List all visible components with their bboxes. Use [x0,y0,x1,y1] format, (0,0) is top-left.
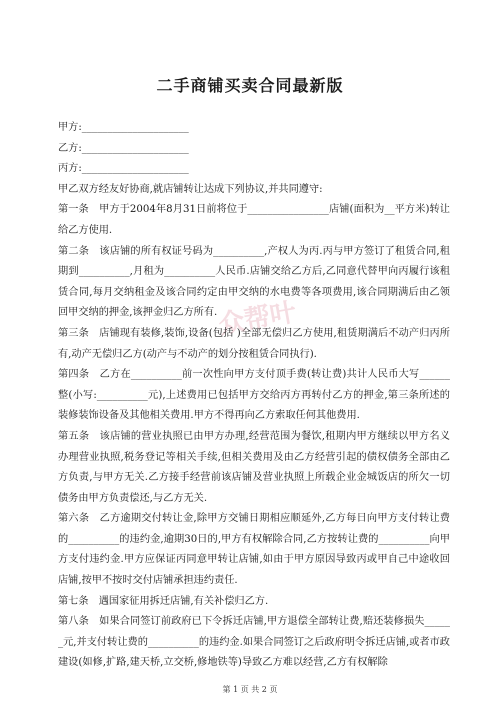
article-3: 第三条 店铺现有装修,装饰,设备(包括 )全部无偿归乙方使用,租赁期满后不动产归丙所有,动产无偿归乙方(动产与不动产的划分按租赁合同执行). [58,327,450,360]
article-1: 第一条 甲方于2004年8月31日前将位于________________店铺(面积为__平方米)转让给乙方使用. [58,204,450,236]
article-4: 第四条 乙方在__________前一次性向甲方支付顶手费(转让费)共计人民币大写______整(小写:__________元),上述费用已包括甲方交给丙方再转付乙方的押金,第三条所述的装修装饰设备及其他相关费用.甲方不得再向乙方索取任何其他费用. [58,369,450,422]
document-body [58,118,450,674]
article-7: 第七条 遇国家征用拆迁店铺,有关补偿归乙方. [58,595,269,607]
preamble: 甲乙双方经友好协商,就店铺转让达成下列协议,并共同遵守: [58,183,323,195]
article-5: 第五条 该店铺的营业执照已由甲方办理,经营范围为餐饮,租期内甲方继续以甲方名义办理营业执照,税务登记等相关手续,但相关费用及由乙方经营引起的债权债务全部由乙方负责,与甲方无关.乙方接手经营前该店铺及营业执照上所载企业金城饭店的所欠一切债务由甲方负责偿还,与乙方无关. [58,430,450,504]
article-8: 第八条 如果合同签订前政府已下令拆迁店铺,甲方退偿全部转让费,赔还装修损失______元,并支付转让费的__________的违约金.如果合同签订之后政府明令拆迁店铺,或者市政建设(如修,扩路,建天桥,立交桥,修地铁等)导致乙方难以经营,乙方有权解除 [58,616,450,669]
watermark-logo: 众帮叶 [216,297,299,341]
article-6: 第六条 乙方逾期交付转让金,除甲方交铺日期相应顺延外,乙方每日向甲方支付转让费的__________的违约金,逾期30日的,甲方有权解除合同,乙方按转让费的__________向甲方支付违约金.甲方应保证丙同意甲转让店铺,如由于甲方原因导致丙或甲自己中途收回店铺,按甲不按时交付店铺承担违约责任. [58,513,450,587]
party-c-line: 丙方:_____________________ [58,163,189,175]
document-title: 二手商铺买卖合同最新版 [156,76,344,95]
article-2: 第二条 该店铺的所有权证号码为__________,产权人为丙.丙与甲方签订了租赁合同,租期到__________,月租为__________人民币.店铺交给乙方后,乙同意代替甲向丙履行该租赁合同,每月交纳租金及该合同约定由甲交纳的水电费等各项费用,该合同期满后由乙领回甲交纳的押金,该押金归乙方所有. [58,245,450,319]
page-footer: 第 1 页 共 2 页 [222,685,278,694]
party-b-line: 乙方:_____________________ [58,142,189,154]
party-a-line: 甲方:_____________________ [58,122,189,133]
